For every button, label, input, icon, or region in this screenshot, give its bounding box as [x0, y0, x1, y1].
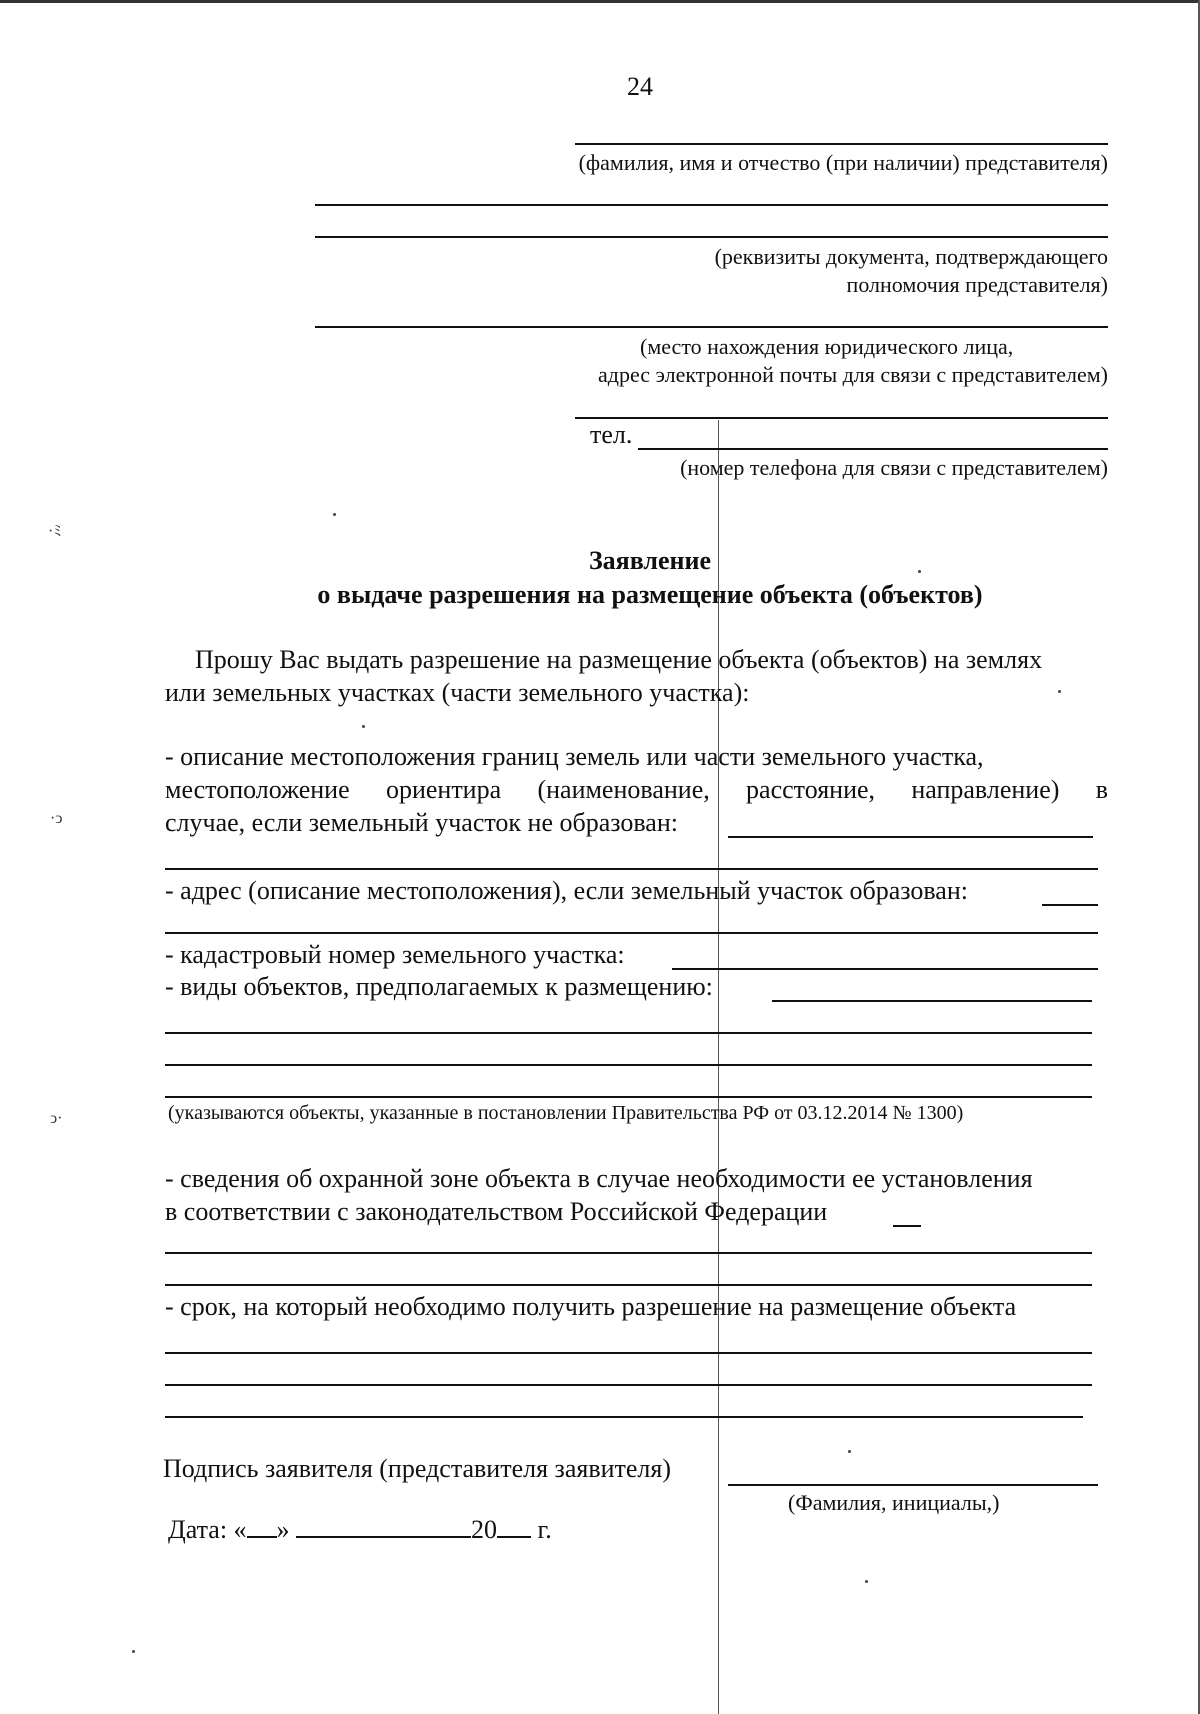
date-day-blank	[247, 1514, 277, 1538]
rep-name-caption: (фамилия, имя и отчество (при наличии) представителя)	[578, 150, 1108, 175]
scan-dot	[362, 725, 365, 728]
item-types: - виды объектов, предполагаемых к размещению:	[165, 972, 713, 1001]
date-year-prefix: 20	[471, 1515, 498, 1544]
types-fill-line-1	[772, 1000, 1092, 1002]
item-borders-line-1: - описание местоположения границ земель или части земельного участка,	[165, 742, 984, 771]
term-fill-line-1	[165, 1352, 1092, 1354]
address-fill-line-1	[1042, 904, 1098, 906]
types-fill-line-4	[165, 1096, 1092, 1098]
signature-line	[728, 1484, 1098, 1486]
scan-dot	[132, 1650, 135, 1653]
document-title: Заявление	[588, 546, 712, 575]
term-fill-line-2	[165, 1384, 1092, 1386]
item-borders-line-2: местоположение ориентира (наименование, расстояние, направление) в	[165, 775, 1108, 804]
signature-caption: (Фамилия, инициалы,)	[788, 1490, 1000, 1515]
date-field	[168, 1514, 552, 1545]
intro-line-2: или земельных участках (части земельного участка):	[165, 678, 750, 707]
item-term: - срок, на который необходимо получить разрешение на размещение объекта	[165, 1292, 1017, 1321]
item-cadastral: - кадастровый номер земельного участка:	[165, 940, 625, 969]
location-caption-1: (место нахождения юридического лица,	[640, 334, 1014, 359]
rep-doc-caption-1: (реквизиты документа, подтверждающего	[714, 244, 1108, 269]
rep-name-line	[575, 143, 1108, 145]
item-address: - адрес (описание местоположения), если земельный участок образован:	[165, 876, 968, 905]
date-label: Дата: «	[168, 1515, 247, 1544]
item-borders-line-3: случае, если земельный участок не образован:	[165, 808, 678, 837]
scan-dot	[848, 1450, 851, 1453]
scan-dot	[865, 1580, 868, 1583]
intro-line-1: Прошу Вас выдать разрешение на размещение объекта (объектов) на землях	[195, 645, 1043, 674]
term-fill-line-3	[165, 1416, 1083, 1418]
date-month-blank	[296, 1514, 471, 1538]
tel-caption: (номер телефона для связи с представителем)	[680, 455, 1108, 480]
location-caption-2: адрес электронной почты для связи с представителем)	[598, 362, 1108, 387]
date-suffix: г.	[537, 1515, 552, 1544]
scan-artifact: ↄ·	[50, 1110, 63, 1127]
address-fill-line-2	[165, 932, 1098, 934]
borders-fill-line-2	[165, 868, 1098, 870]
page-number: 24	[627, 72, 653, 101]
rep-doc-line-2	[315, 236, 1108, 238]
scan-top-edge	[0, 0, 1200, 3]
scan-artifact: ·ↄ	[50, 810, 63, 827]
scan-artifact: ·ﾐ	[48, 523, 62, 540]
types-fill-line-3	[165, 1064, 1092, 1066]
rep-doc-line-1	[315, 204, 1108, 206]
tel-line	[638, 448, 1108, 450]
borders-fill-line-1	[728, 836, 1093, 838]
location-line	[315, 326, 1108, 328]
zone-fill-line-3	[165, 1284, 1092, 1286]
tel-label: тел.	[590, 420, 633, 449]
cadastral-fill-line	[672, 968, 1098, 970]
types-fill-line-2	[165, 1032, 1092, 1034]
document-subtitle: о выдаче разрешения на размещение объекта (объектов)	[317, 580, 983, 609]
types-note: (указываются объекты, указанные в постановлении Правительства РФ от 03.12.2014 № 1300)	[168, 1102, 964, 1124]
item-zone-line-2: в соответствии с законодательством Российской Федерации	[165, 1197, 828, 1226]
scan-fold-line	[718, 420, 719, 1714]
zone-fill-line-1	[893, 1225, 921, 1227]
zone-fill-line-2	[165, 1252, 1092, 1254]
scan-dot	[918, 570, 921, 573]
scan-dot	[1058, 690, 1061, 693]
email-line	[575, 417, 1108, 419]
date-year-blank	[497, 1514, 531, 1538]
item-zone-line-1: - сведения об охранной зоне объекта в случае необходимости ее установления	[165, 1164, 1033, 1193]
rep-doc-caption-2: полномочия представителя)	[846, 272, 1108, 297]
signature-label: Подпись заявителя (представителя заявителя)	[163, 1454, 672, 1483]
date-close: »	[276, 1515, 290, 1544]
scan-dot	[333, 513, 336, 516]
